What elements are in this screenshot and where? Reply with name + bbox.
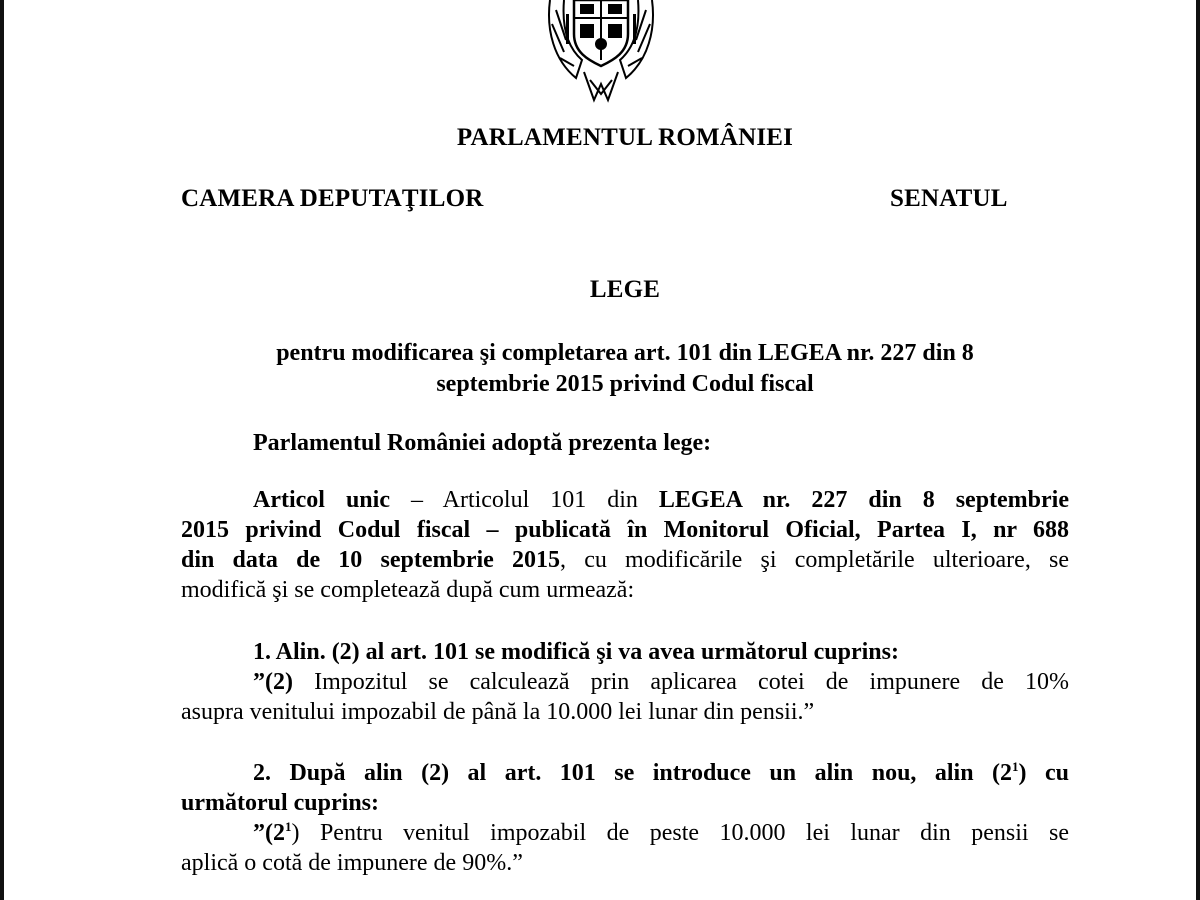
publication-date: din data de 10 septembrie 2015 — [181, 547, 560, 573]
paragraph-number: ”(2 — [253, 820, 285, 846]
article-label: Articol unic — [253, 487, 390, 513]
paragraph-number: ”(2) — [253, 669, 293, 695]
law-title-line: pentru modificarea şi completarea art. 101 din LEGEA nr. 227 din 8 — [276, 340, 974, 366]
point-2-quote-line-2: aplică o cotă de impunere de 90%.” — [181, 850, 523, 876]
superscript: 1 — [285, 819, 292, 834]
law-reference: LEGEA nr. 227 din 8 septembrie — [658, 487, 1069, 513]
heading-text: ) cu — [1018, 760, 1069, 786]
point-2-heading — [253, 758, 1069, 788]
point-1-heading: 1. Alin. (2) al art. 101 se modifică şi va avea următorul cuprins: — [253, 639, 899, 665]
paragraph-number: ) — [291, 820, 300, 846]
heading-text: 2. După alin (2) al art. 101 se introduce un alin nou, alin (2 — [253, 760, 1013, 786]
article-line-1 — [253, 485, 1069, 515]
chamber-deputies-label: CAMERA DEPUTAŢILOR — [181, 185, 484, 212]
preamble: Parlamentul României adoptă prezenta lege: — [253, 430, 712, 456]
point-1-quote-line-2: asupra venitului impozabil de până la 10.000 lei lunar din pensii.” — [181, 699, 815, 725]
law-title — [0, 338, 1200, 400]
article-line-2: 2015 privind Codul fiscal – publicată în Monitorul Oficial, Partea I, nr 688 — [181, 517, 1069, 543]
superscript: 1 — [1012, 759, 1019, 774]
law-title-line: septembrie 2015 privind Codul fiscal — [436, 371, 814, 397]
article-text: , cu modificările şi completările ulterioare, se — [560, 547, 1070, 573]
point-2-heading-line-2: următorul cuprins: — [181, 790, 379, 816]
quote-text: Pentru venitul impozabil de peste 10.000 lei lunar din pensii se — [299, 820, 1069, 846]
senate-label: SENATUL — [890, 185, 1008, 212]
coat-of-arms-icon — [536, 0, 666, 104]
article-line-3 — [181, 545, 1069, 575]
parliament-heading: PARLAMENTUL ROMÂNIEI — [456, 124, 794, 151]
point-1-quote-line-1 — [253, 667, 1069, 697]
article-text: – Articolul 101 din — [389, 487, 659, 513]
article-line-4: modifică şi se completează după cum urmează: — [181, 577, 635, 603]
quote-text: Impozitul se calculează prin aplicarea cotei de impunere de 10% — [292, 669, 1069, 695]
document-type: LEGE — [589, 276, 661, 303]
point-2-quote-line-1 — [253, 818, 1069, 848]
